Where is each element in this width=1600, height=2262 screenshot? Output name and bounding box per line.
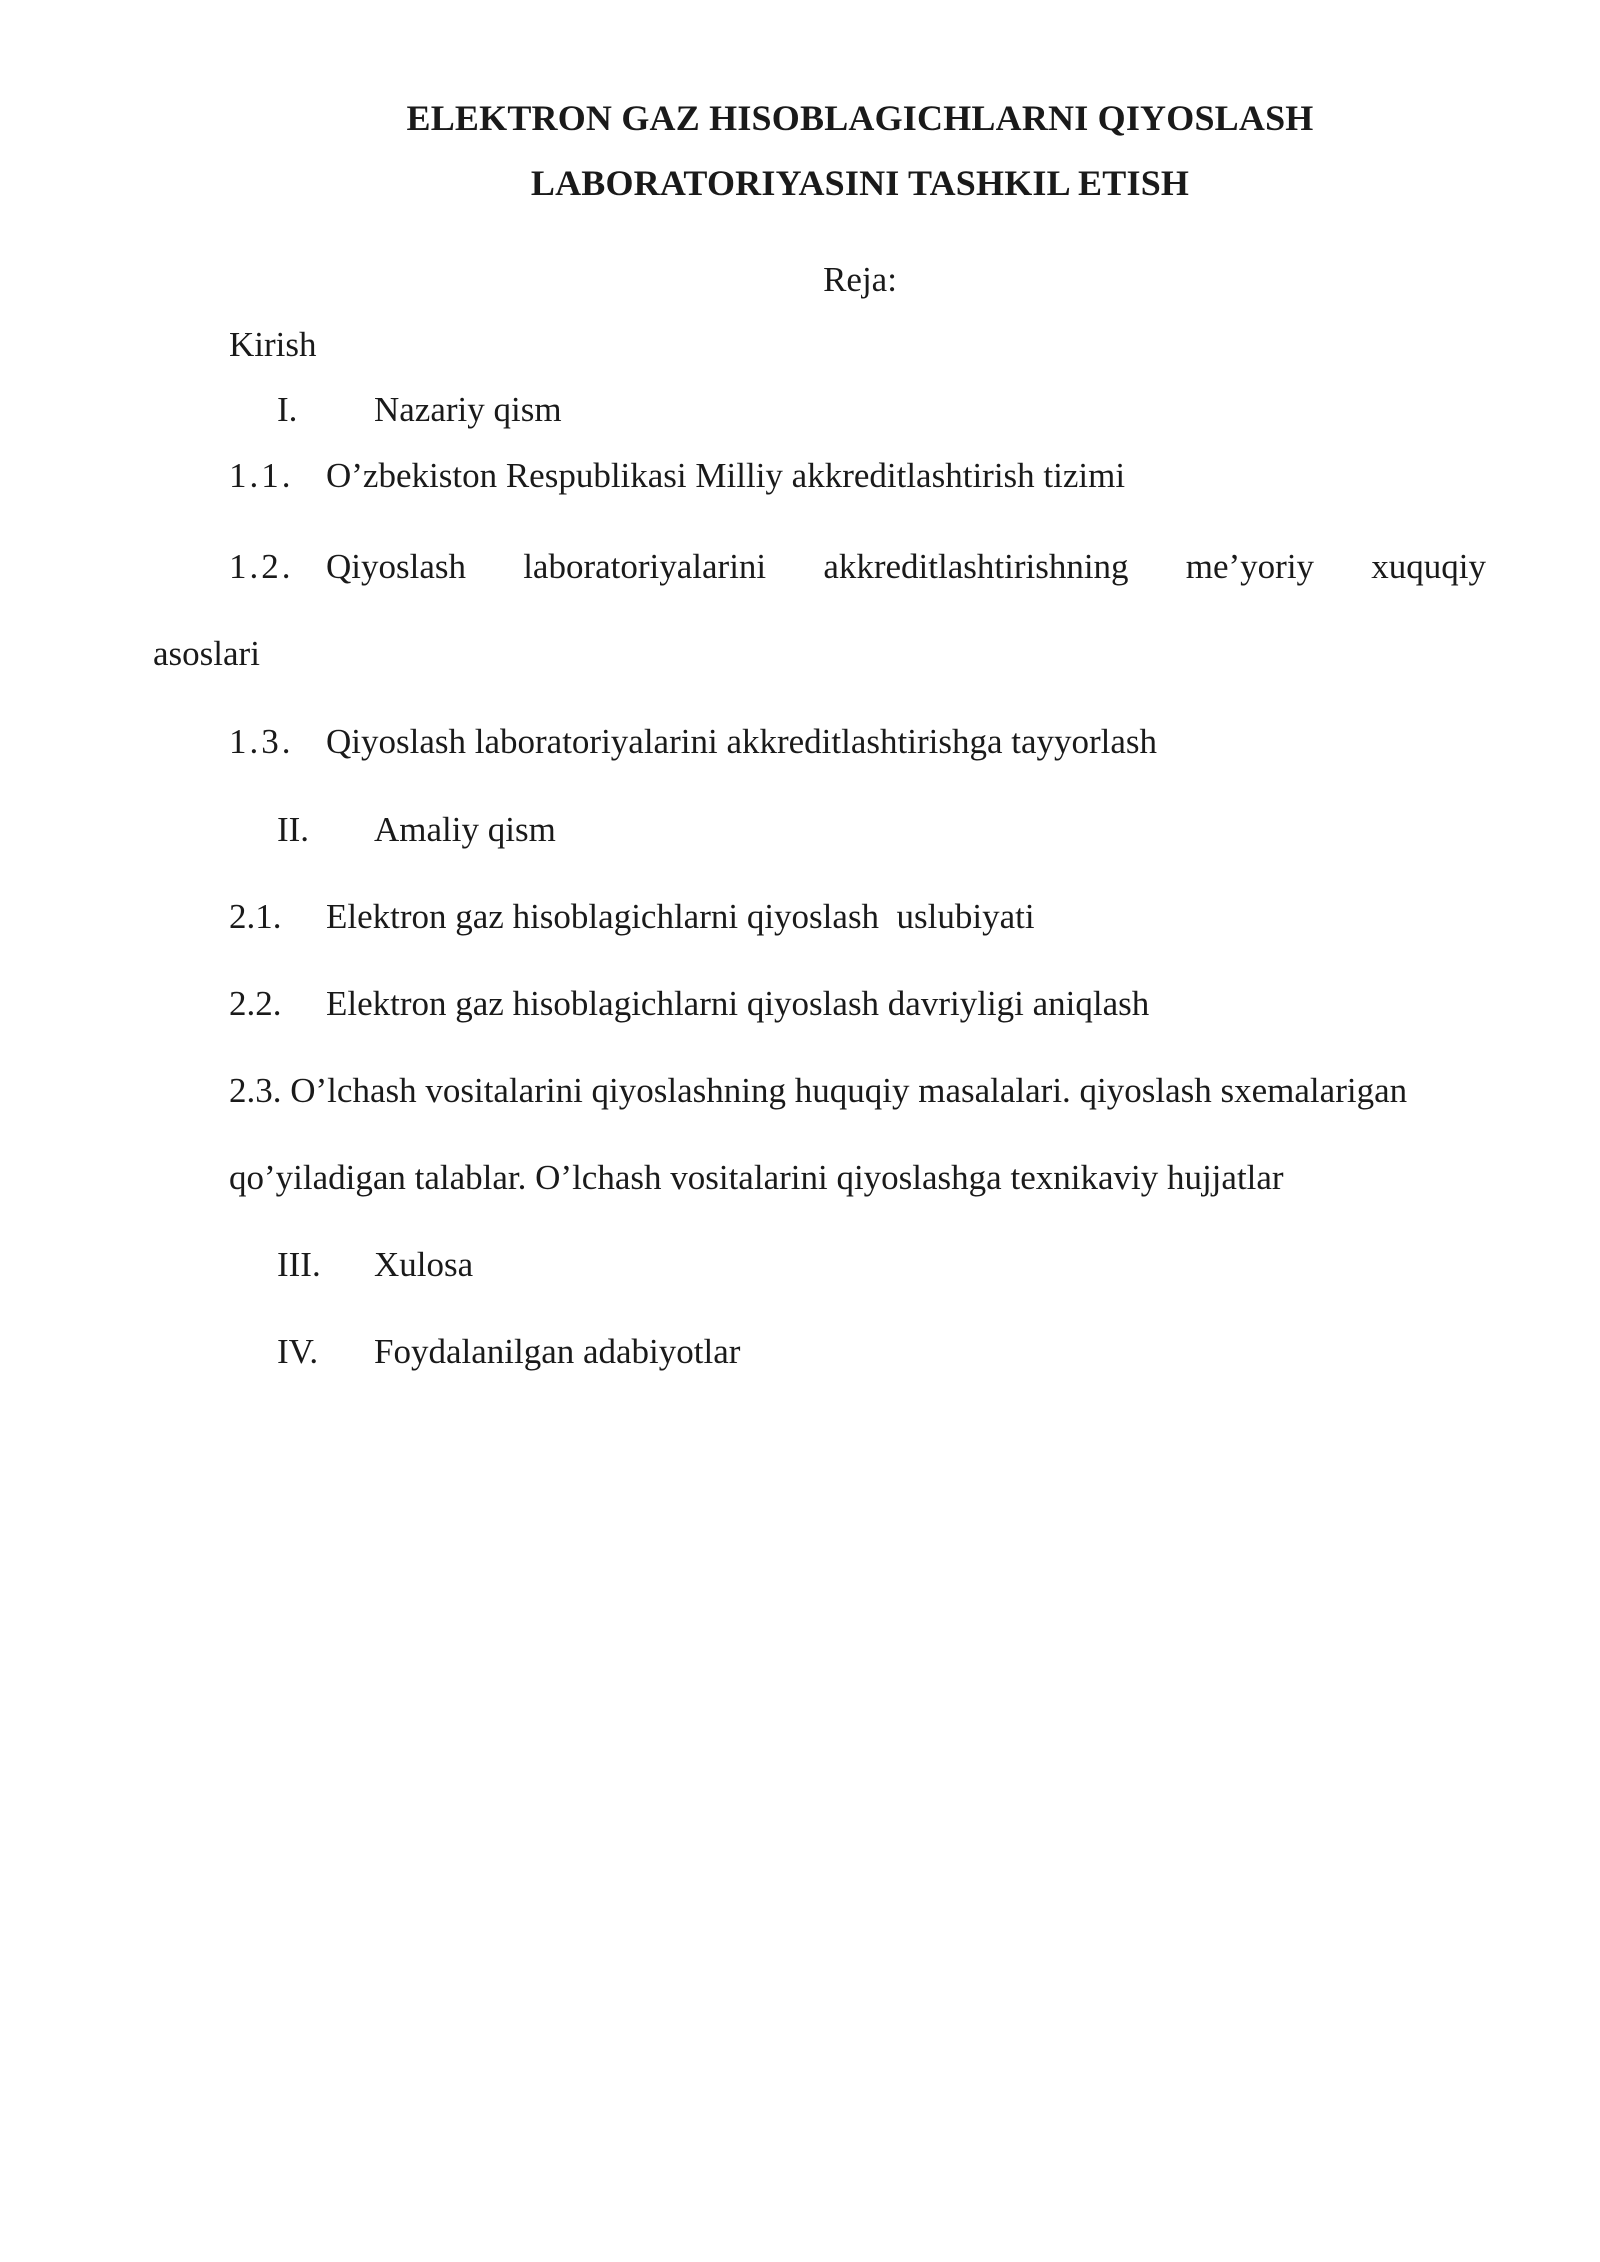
item-2-3-line-1: 2.3. O’lchash vositalarini qiyoslashning huquqiy masalalari. qiyoslash sxemalarigan <box>229 1071 1408 1110</box>
item-1-3-text: Qiyoslash laboratoriyalarini akkreditlashtirishga tayyorlash <box>326 722 1158 761</box>
section-4-numeral: IV. <box>277 1332 319 1371</box>
item-1-2-word: me’yoriy <box>1185 547 1315 586</box>
item-1-2-text <box>326 545 1486 589</box>
item-1-1-number: 1.1. <box>229 456 294 495</box>
item-1-1-text: O’zbekiston Respublikasi Milliy akkreditlashtirish tizimi <box>326 456 1126 495</box>
section-3-label: Xulosa <box>374 1245 474 1284</box>
plan-heading: Reja: <box>823 260 897 299</box>
item-2-1-number: 2.1. <box>229 897 282 936</box>
item-2-1-text: Elektron gaz hisoblagichlarni qiyoslash uslubiyati <box>326 897 1035 936</box>
item-1-2-continuation: asoslari <box>153 634 260 673</box>
item-1-2-word: Qiyoslash <box>326 547 466 586</box>
section-3-numeral: III. <box>277 1245 321 1284</box>
section-1-label: Nazariy qism <box>374 390 562 429</box>
item-2-2-text: Elektron gaz hisoblagichlarni qiyoslash davriyligi aniqlash <box>326 984 1150 1023</box>
document-title-line-2: LABORATORIYASINI TASHKIL ETISH <box>530 163 1190 203</box>
item-1-2-word: akkreditlashtirishning <box>823 547 1129 586</box>
item-1-2-word: xuquqiy <box>1371 547 1486 586</box>
document-title-line-1: ELEKTRON GAZ HISOBLAGICHLARNI QIYOSLASH <box>406 98 1314 138</box>
section-4-label: Foydalanilgan adabiyotlar <box>374 1332 741 1371</box>
section-2-numeral: II. <box>277 810 310 849</box>
item-2-2-number: 2.2. <box>229 984 282 1023</box>
intro-item: Kirish <box>229 325 317 364</box>
item-1-2-word: laboratoriyalarini <box>523 547 767 586</box>
section-2-label: Amaliy qism <box>374 810 556 849</box>
item-1-3-number: 1.3. <box>229 722 294 761</box>
item-1-2-number: 1.2. <box>229 547 294 586</box>
section-1-numeral: I. <box>277 390 298 429</box>
item-2-3-line-2: qo’yiladigan talablar. O’lchash vositalarini qiyoslashga texnikaviy hujjatlar <box>229 1158 1284 1197</box>
